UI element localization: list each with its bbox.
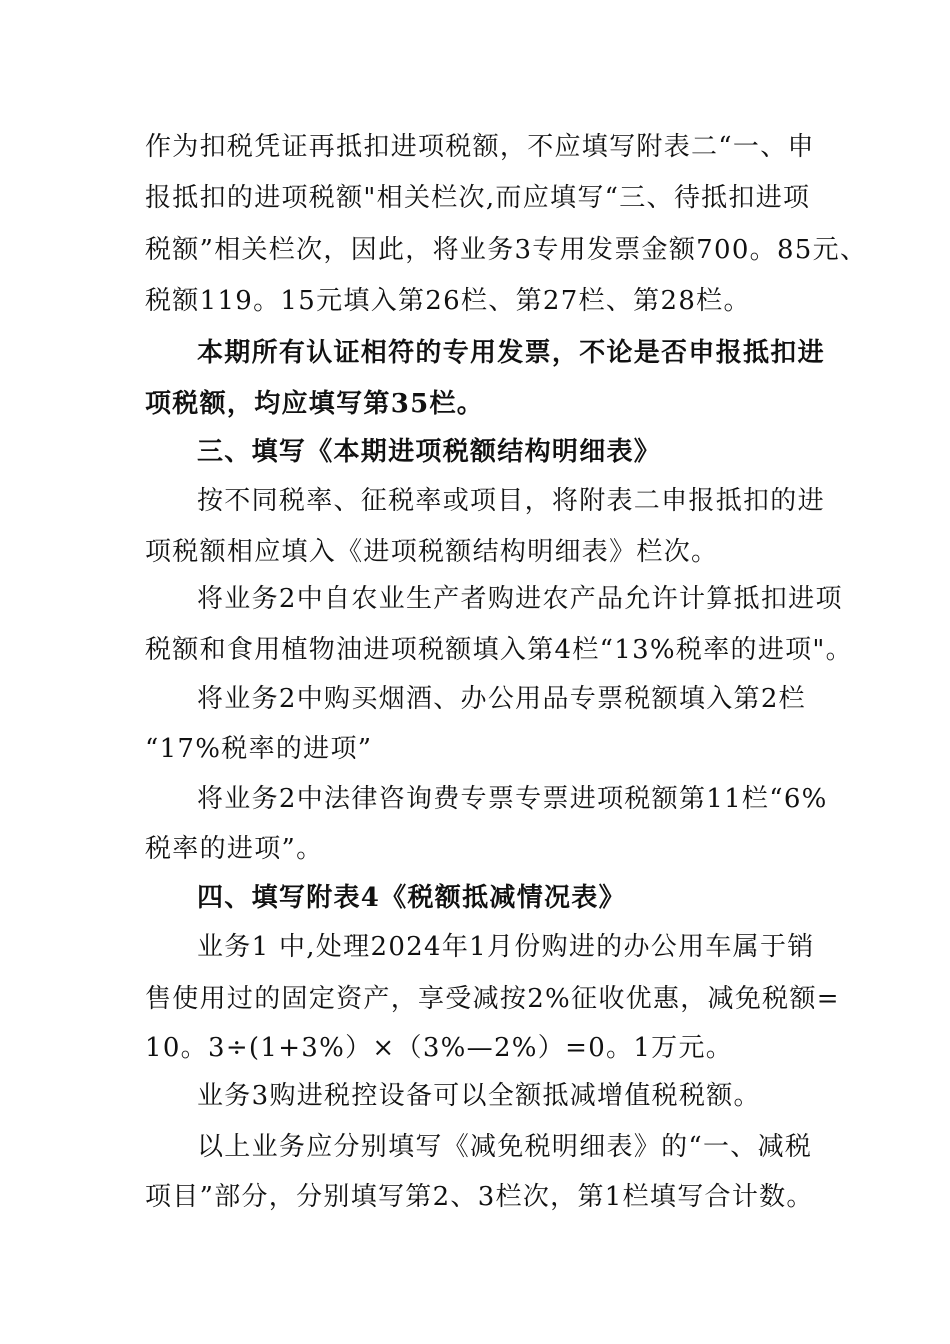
text-line: 项目”部分，分别填写第2、3栏次，第1栏填写合计数。 <box>145 1182 814 1212</box>
text-line: 10。3÷(1+3%）×（3%—2%）=0。1万元。 <box>145 1033 734 1063</box>
text-line: 报抵扣的进项税额"相关栏次,而应填写“三、待抵扣进项 <box>145 183 811 213</box>
section-heading: 四、填写附表4《税额抵减情况表》 <box>197 883 626 913</box>
text-line: 业务3购进税控设备可以全额抵减增值税税额。 <box>197 1081 761 1111</box>
bold-text-line: 本期所有认证相符的专用发票，不论是否申报抵扣进 <box>197 338 825 368</box>
text-line: 售使用过的固定资产，享受减按2%征收优惠，减免税额= <box>145 984 840 1014</box>
text-line: 将业务2中购买烟酒、办公用品专票税额填入第2栏 <box>197 684 806 714</box>
text-line: 项税额相应填入《进项税额结构明细表》栏次。 <box>145 537 719 567</box>
text-line: 将业务2中法律咨询费专票专票进项税额第11栏“6% <box>197 784 828 814</box>
text-line: 将业务2中自农业生产者购进农产品允许计算抵扣进项 <box>197 584 843 614</box>
text-line: 按不同税率、征税率或项目，将附表二申报抵扣的进 <box>197 486 825 516</box>
bold-text-line: 项税额，均应填写第35栏。 <box>145 389 485 419</box>
section-heading: 三、填写《本期进项税额结构明细表》 <box>197 437 662 467</box>
text-line: 税额119。15元填入第26栏、第27栏、第28栏。 <box>145 286 751 316</box>
text-line: 税率的进项”。 <box>145 834 324 864</box>
text-line: 税额和食用植物油进项税额填入第4栏“13%税率的进项"。 <box>145 635 853 665</box>
text-line: 以上业务应分别填写《减免税明细表》的“一、减税 <box>197 1132 813 1162</box>
text-line: 业务1 中,处理2024年1月份购进的办公用车属于销 <box>197 932 815 962</box>
text-line: 税额”相关栏次，因此，将业务3专用发票金额700。85元、 <box>145 235 868 265</box>
text-line: “17%税率的进项” <box>145 734 373 764</box>
text-line: 作为扣税凭证再抵扣进项税额，不应填写附表二“一、申 <box>145 132 815 162</box>
